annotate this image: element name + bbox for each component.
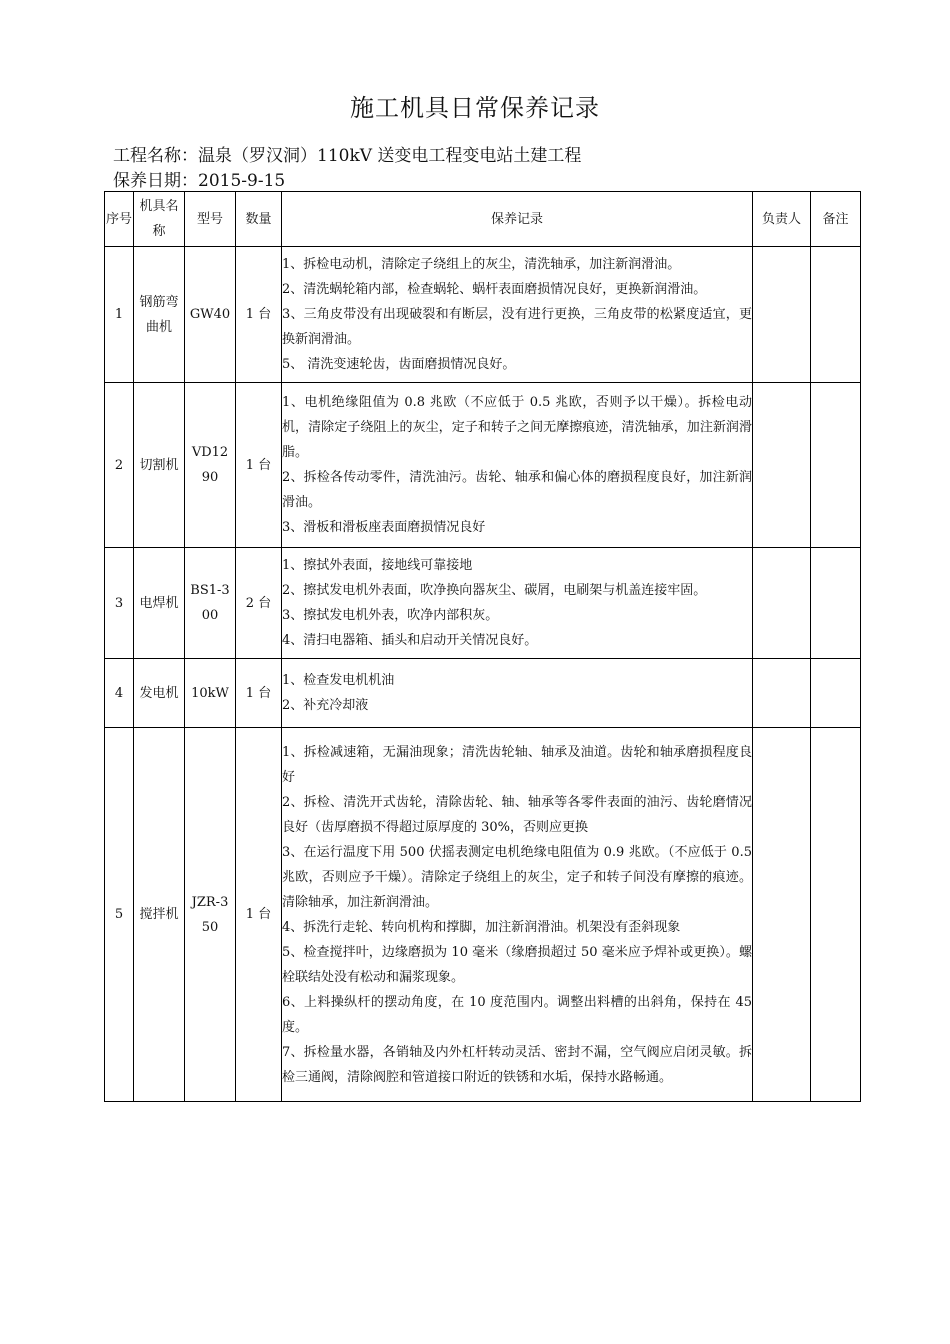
- table-header-row: [105, 192, 861, 247]
- row-model: GW40: [185, 247, 236, 383]
- table-row: [105, 383, 861, 548]
- col-record: 保养记录: [282, 192, 753, 247]
- row-seq: 1: [105, 247, 134, 383]
- col-model: 型号: [185, 192, 236, 247]
- record-line: 7、拆检量水器，各销轴及内外杠杆转动灵活、密封不漏，空气阀应启闭灵敏。拆检三通阀，清除阀腔和管道接口附近的铁锈和水垢，保持水路畅通。: [282, 1044, 752, 1085]
- row-seq: 5: [105, 728, 134, 1102]
- record-line: 3、在运行温度下用 500 伏摇表测定电机绝缘电阻值为 0.9 兆欧。（不应低于 0.5 兆欧，否则应予干燥）。清除定子绕组上的灰尘，定子和转子间没有摩擦的痕迹。清除轴承，加注新润滑油。: [282, 844, 752, 910]
- row-record: [282, 383, 753, 548]
- record-line: 3、三角皮带没有出现破裂和有断层，没有进行更换，三角皮带的松紧度适宜，更换新润滑油。: [282, 307, 752, 347]
- maintenance-date: 2015-9-15: [198, 171, 286, 191]
- record-line: 2、拆检、清洗开式齿轮，清除齿轮、轴、轴承等各零件表面的油污、齿轮磨情况良好（齿厚磨损不得超过原厚度的 30%，否则应更换: [282, 794, 752, 835]
- row-record: [282, 659, 753, 728]
- row-seq: 3: [105, 548, 134, 659]
- record-line: 2、拆检各传动零件，清洗油污。齿轮、轴承和偏心体的磨损程度良好，加注新润滑油。: [282, 470, 752, 510]
- record-line: 1、检查发电机机油: [282, 673, 395, 688]
- row-record: [282, 548, 753, 659]
- record-line: 5、检查搅拌叶，边缘磨损为 10 毫米（缘磨损超过 50 毫米应予焊补或更换）。螺栓联结处没有松动和漏浆现象。: [282, 944, 752, 985]
- col-name: 机具名称: [134, 192, 185, 247]
- row-name: 切割机: [134, 383, 185, 548]
- record-line: 1、拆检电动机，清除定子绕组上的灰尘，清洗轴承，加注新润滑油。: [282, 257, 681, 272]
- row-remark: [811, 383, 861, 548]
- date-line: [113, 166, 285, 191]
- row-model: VD1290: [185, 383, 236, 548]
- row-qty: 1 台: [236, 728, 282, 1102]
- record-line: 2、擦拭发电机外表面，吹净换向器灰尘、碳屑，电刷架与机盖连接牢固。: [282, 583, 707, 598]
- date-label: 保养日期：: [113, 171, 198, 191]
- row-record: [282, 247, 753, 383]
- record-line: 4、拆洗行走轮、转向机构和撑脚，加注新润滑油。机架没有歪斜现象: [282, 919, 681, 935]
- project-label: 工程名称：: [113, 146, 198, 166]
- row-person: [753, 247, 811, 383]
- col-person: 负责人: [753, 192, 811, 247]
- record-line: 1、电机绝缘阻值为 0.8 兆欧（不应低于 0.5 兆欧，否则予以干燥）。拆检电动机，清除定子绕阻上的灰尘，定子和转子之间无摩擦痕迹，清洗轴承，加注新润滑脂。: [282, 395, 752, 460]
- row-seq: 4: [105, 659, 134, 728]
- record-line: 2、清洗蜗轮箱内部，检查蜗轮、蜗杆表面磨损情况良好，更换新润滑油。: [282, 282, 707, 297]
- row-seq: 2: [105, 383, 134, 548]
- row-person: [753, 383, 811, 548]
- record-line: 3、滑板和滑板座表面磨损情况良好: [282, 520, 486, 535]
- page-title: 施工机具日常保养记录: [350, 94, 600, 122]
- row-qty: 1 台: [236, 659, 282, 728]
- table-row: [105, 247, 861, 383]
- record-line: 4、清扫电器箱、插头和启动开关情况良好。: [282, 633, 538, 648]
- col-seq: 序号: [105, 192, 134, 247]
- record-line: 1、拆检减速箱，无漏油现象；清洗齿轮轴、轴承及油道。齿轮和轴承磨损程度良好: [282, 744, 752, 785]
- project-name: 温泉（罗汉洞）110kV 送变电工程变电站土建工程: [198, 146, 582, 166]
- table-row: [105, 659, 861, 728]
- col-qty: 数量: [236, 192, 282, 247]
- row-name: 发电机: [134, 659, 185, 728]
- row-model: BS1-300: [185, 548, 236, 659]
- row-name: 钢筋弯曲机: [134, 247, 185, 383]
- record-line: 1、擦拭外表面，接地线可靠接地: [282, 558, 473, 573]
- row-model: JZR-350: [185, 728, 236, 1102]
- row-person: [753, 659, 811, 728]
- record-line: 3、擦拭发电机外表，吹净内部积灰。: [282, 608, 499, 623]
- col-remark: 备注: [811, 192, 861, 247]
- row-remark: [811, 728, 861, 1102]
- row-qty: 1 台: [236, 383, 282, 548]
- project-line: [113, 141, 581, 166]
- row-remark: [811, 548, 861, 659]
- row-remark: [811, 659, 861, 728]
- row-qty: 1 台: [236, 247, 282, 383]
- row-qty: 2 台: [236, 548, 282, 659]
- record-line: 2、补充冷却液: [282, 698, 369, 713]
- table-row: [105, 728, 861, 1102]
- record-line: 6、上料操纵杆的摆动角度，在 10 度范围内。调整出料槽的出斜角，保持在 45 度。: [282, 994, 752, 1035]
- record-line: 5、 清洗变速轮齿，齿面磨损情况良好。: [282, 357, 516, 372]
- row-remark: [811, 247, 861, 383]
- table-row: [105, 548, 861, 659]
- row-person: [753, 548, 811, 659]
- maintenance-table: [104, 191, 861, 1102]
- row-record: [282, 728, 753, 1102]
- row-model: 10kW: [185, 659, 236, 728]
- row-person: [753, 728, 811, 1102]
- row-name: 电焊机: [134, 548, 185, 659]
- row-name: 搅拌机: [134, 728, 185, 1102]
